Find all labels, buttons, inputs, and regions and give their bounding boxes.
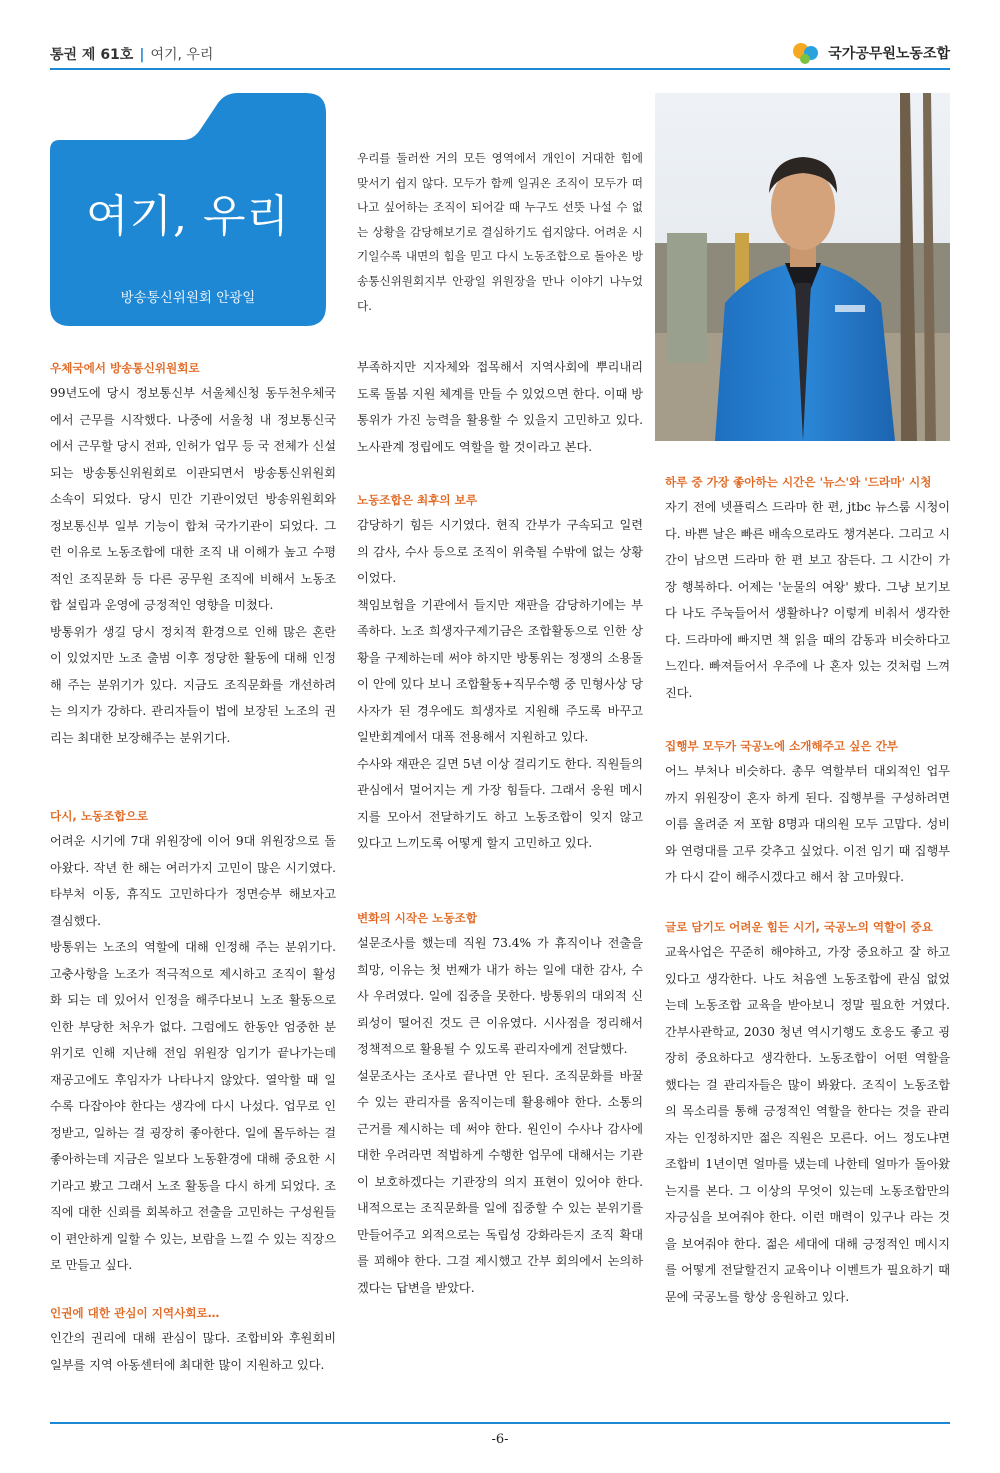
paragraph: 감당하기 힘든 시기였다. 현직 간부가 구속되고 일련의 감사, 수사 등으로 조직이 위축될 수밖에 없는 상황이었다. — [357, 518, 643, 585]
header-divider — [50, 68, 950, 70]
paragraph: 부족하지만 지자체와 접목해서 지역사회에 뿌리내리도록 돌봄 지원 체계를 만들 수 있었으면 한다. 이때 방통위가 가진 능력을 활용할 수 있을지 고민하고 있다. 노사관계 정립에도 역할을 할 것이라고 본다. — [357, 360, 643, 454]
section-block — [665, 917, 950, 1310]
section-block — [50, 1303, 336, 1378]
paragraph: 책임보험을 기관에서 들지만 재판을 감당하기에는 부족하다. 노조 희생자구제기금은 조합활동으로 인한 상황을 구제하는데 써야 하지만 방통위는 정쟁의 소용돌이 안에 있다 보니 조합활동+직무수행 중 민형사상 당사자가 된 경우에도 희생자로 지원해 주도록 바꾸고 일반회계에서 대폭 전용해서 지원하고 있다. — [357, 597, 643, 744]
section-block — [357, 908, 643, 1301]
section-heading: 글로 담기도 어려운 힘든 시기, 국공노의 역할이 중요 — [665, 920, 933, 934]
paragraph: 설문조사는 조사로 끝나면 안 된다. 조직문화를 바꿀 수 있는 관리자를 움직이는데 활용해야 한다. 소통의 근거를 제시하는 데 써야 한다. 원인이 수사나 감사에 대한 우려라면 적법하게 수행한 업무에 대해서는 기관이 보호하겠다는 기관장의 의지 표현이 있어야 한다. 내적으로는 조직문화를 일에 집중할 수 있는 분위기를 만들어주고 외적으로는 독립성 강화라든지 조직 확대를 꾀해야 한다. 그걸 제시했고 간부 회의에서 논의하겠다는 답변을 받았다. — [357, 1068, 643, 1295]
paragraph: 방통위는 노조의 역할에 대해 인정해 주는 분위기다. 고충사항을 노조가 적극적으로 제시하고 조직이 활성화 되는 데 있어서 인정을 해주다보니 노조 활동으로 인한 부당한 처우가 없다. 그럼에도 한동안 엄중한 분위기로 인해 지난해 전임 위원장 임기가 끝나가는데 재공고에도 후임자가 나타나지 않았다. 열악할 때 일수록 다잡아야 한다는 생각에 다시 나섰다. 업무로 인정받고, 일하는 걸 굉장히 좋아한다. 일에 몰두하는 걸 좋아하는데 지금은 일보다 노동환경에 대해 중요한 시기라고 봤고 그래서 노조 활동을 다시 하게 되었다. 조직에 대한 신뢰를 회복하고 전출을 고민하는 구성원들이 편안하게 일할 수 있는, 보람을 느낄 수 있는 직장으로 만들고 싶다. — [50, 940, 336, 1272]
section-heading: 변화의 시작은 노동조합 — [357, 911, 478, 925]
paragraph: 자기 전에 넷플릭스 드라마 한 편, jtbc 뉴스룸 시청이다. 바쁜 날은 빠른 배속으로라도 챙겨본다. 그리고 시간이 남으면 드라마 한 편 보고 잠든다. 그 시간이 가장 행복하다. 어제는 '눈물의 여왕' 봤다. 그냥 보기보다 나도 주눅들어서 생활하나? 이렇게 비춰서 생각한다. 드라마에 빠지면 책 읽을 때의 감동과 비슷하다고 느낀다. 빠져들어서 우주에 나 혼자 있는 것처럼 느껴진다. — [665, 500, 950, 700]
issue-info — [50, 44, 213, 64]
article-byline: 방송통신위원회 안광일 — [120, 290, 256, 306]
paragraph: 어느 부처나 비슷하다. 총무 역할부터 대외적인 업무까지 위원장이 혼자 하게 된다. 집행부를 구성하려면 이름 올려준 저 포함 8명과 대의원 모두 고맙다. 성비와 연령대를 고루 갖추고 싶었다. 이전 임기 때 집행부가 다시 같이 해주시겠다고 해서 참 고마웠다. — [665, 764, 950, 884]
portrait-image — [655, 93, 950, 441]
union-logo-icon — [791, 40, 825, 66]
paragraph: 인간의 권리에 대해 관심이 많다. 조합비와 후원회비 일부를 지역 아동센터에 최대한 많이 지원하고 있다. — [50, 1331, 336, 1372]
paragraph: 수사와 재판은 길면 5년 이상 걸리기도 한다. 직원들의 관심에서 멀어지는 게 가장 힘들다. 그래서 응원 메시지를 모아서 전달하기도 하고 노동조합이 잊지 않고 있다고 느끼도록 어떻게 할지 고민하고 있다. — [357, 756, 643, 850]
issue-number: 통권 제 61호 — [50, 47, 134, 63]
section-block — [357, 490, 643, 857]
org-logo — [791, 40, 950, 66]
title-box — [50, 93, 326, 326]
section-block — [50, 358, 336, 751]
section-block — [357, 354, 643, 460]
section-heading: 집행부 모두가 국공노에 소개해주고 싶은 간부 — [665, 739, 898, 753]
org-name: 국가공무원노동조합 — [828, 46, 950, 62]
section-heading: 하루 중 가장 좋아하는 시간은 '뉴스'와 '드라마' 시청 — [665, 475, 932, 489]
section-heading: 우체국에서 방송통신위원회로 — [50, 361, 200, 375]
section-name: 여기, 우리 — [150, 47, 214, 63]
article-title: 여기, 우리 — [86, 191, 290, 242]
section-block — [665, 736, 950, 891]
header-separator: | — [139, 47, 145, 63]
article-intro: 우리를 둘러싼 거의 모든 영역에서 개인이 거대한 힘에 맞서기 쉽지 않다. 모두가 함께 일궈온 조직이 모두가 떠나고 싶어하는 조직이 되어갈 때 누구도 선뜻 나설 수 없는 상황을 감당해보기로 결심하기도 쉽지않다. 어려운 시기일수록 내면의 힘을 믿고 다시 노동조합으로 돌아온 방송통신위원회지부 안광일 위원장을 만나 이야기 나누었다. — [357, 151, 643, 313]
paragraph: 99년도에 당시 정보통신부 서울체신청 동두천우체국에서 근무를 시작했다. 나중에 서울청 내 정보통신국에서 근무할 당시 전파, 인허가 업무 등 국 전체가 신설되는 방송통신위원회로 이관되면서 방송통신위원회 소속이 되었다. 당시 민간 기관이었던 방송위원회와 정보통신부 일부 기능이 합쳐 국가기관이 되었다. 그런 이유로 노동조합에 대한 조직 내 이해가 높고 수평적인 조직문화 등 다른 공무원 조직에 비해서 노동조합 설립과 운영에 긍정적인 영향을 미쳤다. — [50, 386, 336, 612]
page-number: -6- — [491, 1432, 509, 1447]
paragraph: 어려운 시기에 7대 위원장에 이어 9대 위원장으로 돌아왔다. 작년 한 해는 여러가지 고민이 많은 시기였다. 타부처 이동, 휴직도 고민하다가 정면승부 해보자고 결심했다. — [50, 834, 336, 928]
section-heading: 다시, 노동조합으로 — [50, 809, 149, 823]
interviewee-photo — [655, 93, 950, 441]
paragraph: 방통위가 생길 당시 정치적 환경으로 인해 많은 혼란이 있었지만 노조 출범 이후 정당한 활동에 대해 인정해 주는 분위기가 있다. 지금도 조직문화를 개선하려는 의지가 강하다. 관리자들이 법에 보장된 노조의 권리는 최대한 보장해주는 분위기다. — [50, 624, 336, 745]
section-block — [50, 806, 336, 1279]
footer-divider — [50, 1422, 950, 1424]
paragraph: 설문조사를 했는데 직원 73.4% 가 휴직이나 전출을 희망, 이유는 첫 번째가 내가 하는 일에 대한 감사, 수사 우려였다. 일에 집중을 못한다. 방통위의 대외적 신뢰성이 떨어진 것도 큰 이유였다. 시사점을 정리해서 정책적으로 활용될 수 있도록 관리자에게 전달했다. — [357, 936, 643, 1056]
section-heading: 인권에 대한 관심이 지역사회로… — [50, 1306, 220, 1320]
section-block — [665, 472, 950, 706]
paragraph: 교육사업은 꾸준히 해야하고, 가장 중요하고 잘 하고 있다고 생각한다. 나도 처음엔 노동조합에 관심 없었는데 노동조합 교육을 받아보니 정말 필요한 거였다. 간부사관학교, 2030 청년 역시기행도 호응도 좋고 굉장히 중요하다고 생각한다. 노동조합이 어떤 역할을 했다는 걸 관리자들은 많이 봐왔다. 조직이 노동조합의 목소리를 통해 긍정적인 역할을 한다는 것을 관리자는 인정하지만 젊은 직원은 모른다. 어느 정도냐면 조합비 1년이면 얼마를 냈는데 나한테 얼마가 돌아왔는지를 본다. 그 이상의 무엇이 있는데 노동조합만의 자긍심을 보여줘야 한다. 이런 매력이 있구나 라는 것을 보여줘야 한다. 젊은 세대에 대해 긍정적인 메시지를 어떻게 전달할건지 교육이나 이벤트가 필요하기 때문에 국공노를 항상 응원하고 있다. — [665, 945, 950, 1304]
section-heading: 노동조합은 최후의 보루 — [357, 493, 478, 507]
page-header — [50, 40, 950, 68]
